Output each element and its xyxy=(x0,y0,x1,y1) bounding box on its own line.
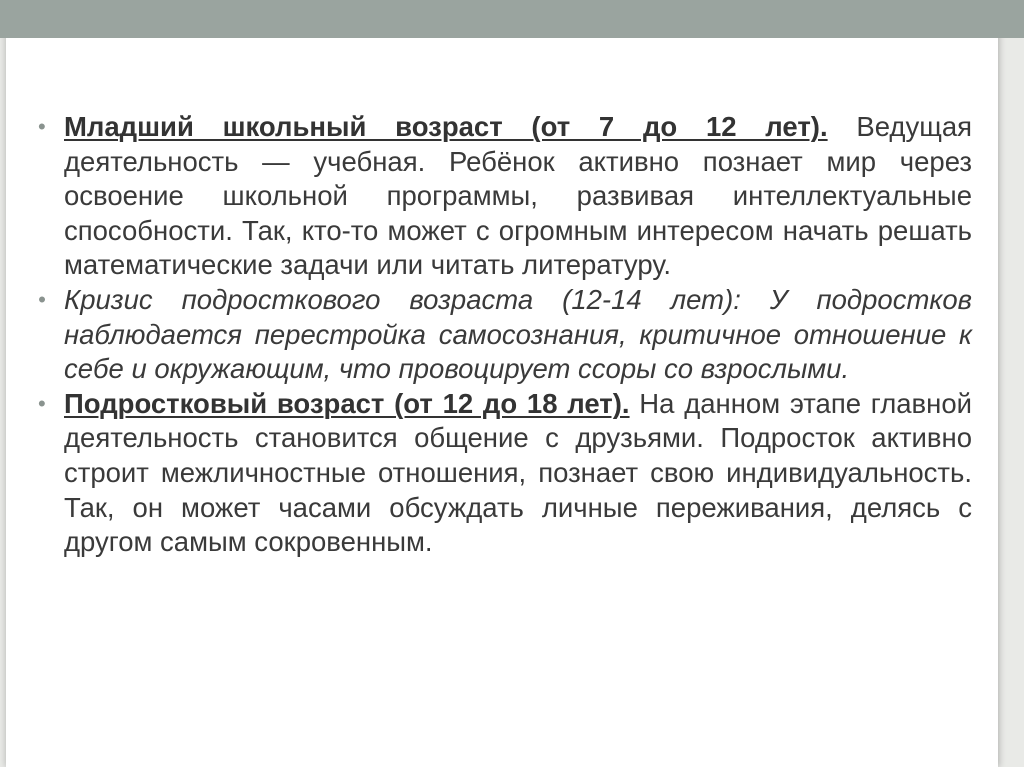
top-accent-bar xyxy=(0,0,1024,38)
bullet-dot-icon: • xyxy=(38,286,46,312)
bullet-dot-icon: • xyxy=(38,390,46,416)
bullet-text: Кризис подросткового возраста (12-14 лет): У подростков наблюдается перестройка самосознания, критичное отношение к себе и окружающим, что провоцирует ссоры со взрослыми. xyxy=(64,283,972,385)
bullet-item-junior-school-age xyxy=(38,110,972,283)
bullet-item-teen-age xyxy=(38,387,972,560)
slide-content xyxy=(38,110,972,560)
bullet-text: На данном этапе главной деятельность становится общение с друзьями. Подросток активно строит межличностные отношения, познает свою индивидуальность. Так, он может часами обсуждать личные переживания, делясь с другом самым сокровенным. xyxy=(64,387,972,558)
bullet-term: Младший школьный возраст (от 7 до 12 лет). xyxy=(64,111,828,142)
bullet-dot-icon: • xyxy=(38,114,46,139)
bullet-item-teen-crisis xyxy=(38,283,972,387)
slide xyxy=(6,0,998,767)
bullet-text: Ведущая деятельность — учебная. Ребёнок активно познает мир через освоение школьной программы, развивая интеллектуальные способности. Так, кто-то может с огромным интересом начать решать математические задачи или читать литературу. xyxy=(64,111,972,281)
bullet-term: Подростковый возраст (от 12 до 18 лет). xyxy=(64,387,630,419)
